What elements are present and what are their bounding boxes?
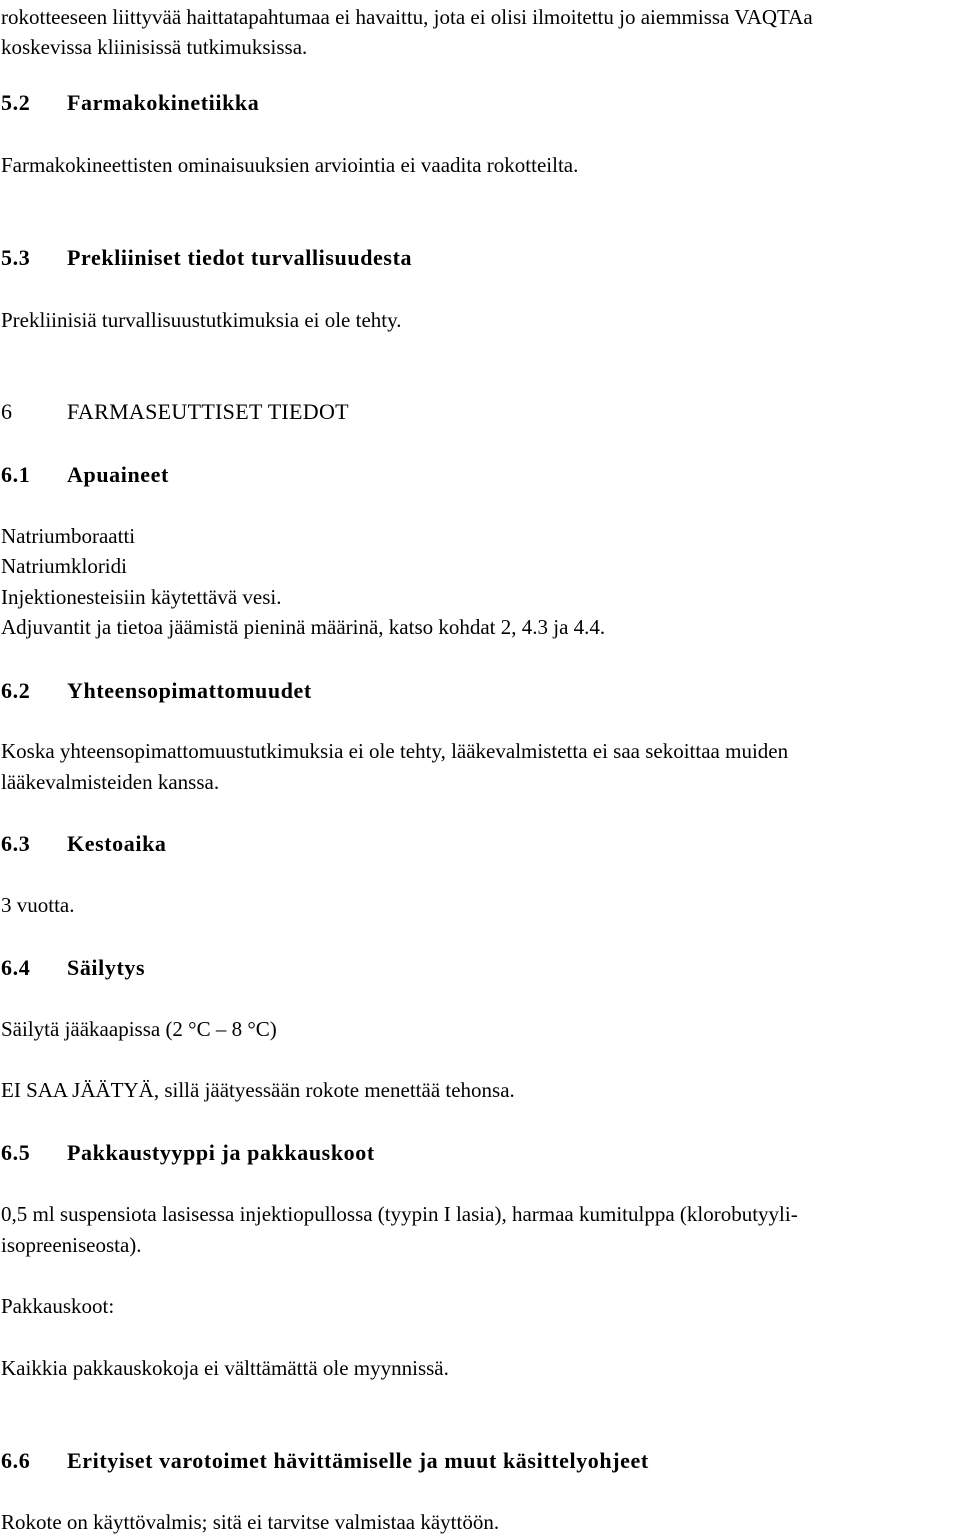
intro-line-2: koskevissa kliinisissä tutkimuksissa. — [1, 35, 308, 59]
section-6-5-heading — [1, 1138, 375, 1168]
section-6-6-heading — [1, 1446, 649, 1476]
section-5-2-heading — [1, 88, 259, 118]
section-6-4-text-2: EI SAA JÄÄTYÄ, sillä jäätyessään rokote menettää tehonsa. — [1, 1078, 515, 1102]
section-number: 6.4 — [1, 955, 31, 980]
excipient-item: Injektionesteisiin käytettävä vesi. — [1, 585, 282, 609]
section-6-heading — [1, 397, 349, 427]
pack-sizes-note: Kaikkia pakkauskokoja ei välttämättä ole myynnissä. — [1, 1356, 449, 1380]
section-6-4-text-1: Säilytä jääkaapissa (2 °C – 8 °C) — [1, 1017, 277, 1041]
section-6-2-line-2: lääkevalmisteiden kanssa. — [1, 770, 220, 794]
section-5-3-text: Prekliinisiä turvallisuustutkimuksia ei ole tehty. — [1, 308, 402, 332]
section-number: 5.3 — [1, 245, 31, 270]
section-number: 6.2 — [1, 678, 31, 703]
section-6-5-line-2: isopreeniseosta). — [1, 1233, 142, 1257]
excipient-item: Natriumkloridi — [1, 554, 127, 578]
section-title: Yhteensopimattomuudet — [67, 678, 312, 703]
section-number: 6.6 — [1, 1448, 31, 1473]
section-6-6-text: Rokote on käyttövalmis; sitä ei tarvitse valmistaa käyttöön. — [1, 1510, 500, 1534]
section-6-3-heading — [1, 829, 167, 859]
section-6-5-line-1: 0,5 ml suspensiota lasisessa injektiopullossa (tyypin I lasia), harmaa kumitulppa (klorobutyyli- — [1, 1202, 798, 1226]
section-6-2-line-1: Koska yhteensopimattomuustutkimuksia ei ole tehty, lääkevalmistetta ei saa sekoittaa muiden — [1, 739, 789, 763]
pack-sizes-label: Pakkauskoot: — [1, 1294, 115, 1318]
section-number: 6.1 — [1, 462, 31, 487]
section-title: Farmakokinetiikka — [67, 90, 260, 115]
section-5-2-text: Farmakokineettisten ominaisuuksien arviointia ei vaadita rokotteilta. — [1, 153, 579, 177]
section-number: 5.2 — [1, 90, 31, 115]
section-title: Pakkaustyyppi ja pakkauskoot — [67, 1140, 375, 1165]
intro-line-1: rokotteeseen liittyvää haittatapahtumaa ei havaittu, jota ei olisi ilmoitettu jo aiemmissa VAQTAa — [1, 5, 813, 29]
section-6-4-heading — [1, 953, 145, 983]
excipient-item: Adjuvantit ja tietoa jäämistä pieninä määrinä, katso kohdat 2, 4.3 ja 4.4. — [1, 615, 606, 639]
section-title: Erityiset varotoimet hävittämiselle ja muut käsittelyohjeet — [67, 1448, 649, 1473]
section-title: Prekliiniset tiedot turvallisuudesta — [67, 245, 413, 270]
section-title: Kestoaika — [67, 831, 167, 856]
section-6-2-heading — [1, 676, 312, 706]
section-title: Säilytys — [67, 955, 146, 980]
section-title: FARMASEUTTISET TIEDOT — [67, 399, 349, 424]
section-title: Apuaineet — [67, 462, 169, 487]
section-6-3-text: 3 vuotta. — [1, 893, 75, 917]
section-5-3-heading — [1, 243, 412, 273]
excipient-item: Natriumboraatti — [1, 524, 136, 548]
section-number: 6.3 — [1, 831, 31, 856]
section-6-1-heading — [1, 460, 169, 490]
section-number: 6.5 — [1, 1140, 31, 1165]
section-number: 6 — [1, 399, 13, 424]
